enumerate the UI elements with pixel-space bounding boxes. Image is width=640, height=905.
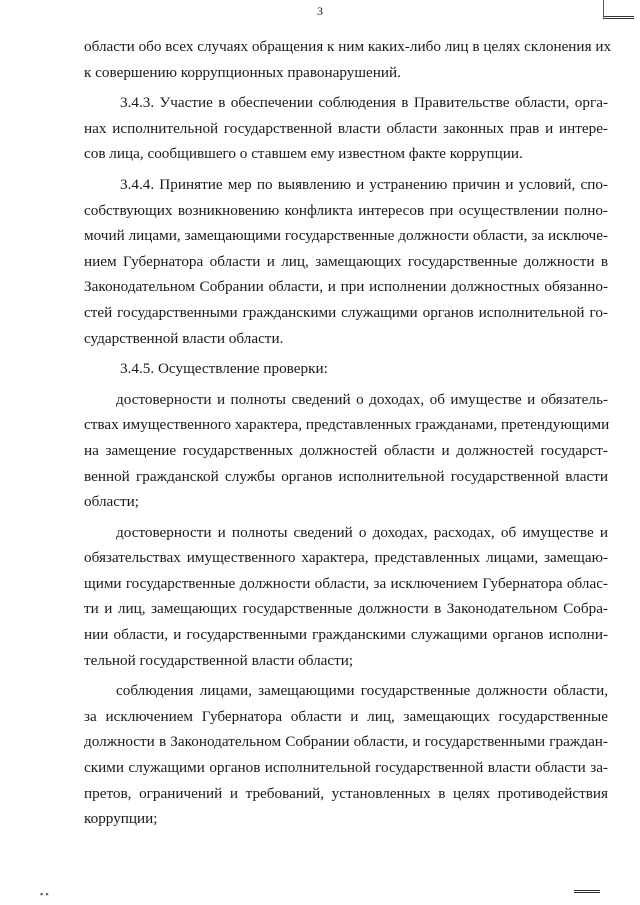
- paragraph-3-4-4: [84, 172, 608, 351]
- scan-artifact-mark: [574, 890, 600, 901]
- text-line: достоверности и полноты сведений о доходах, об имуществе и обязатель-: [116, 390, 608, 408]
- text-line: коррупции;: [84, 810, 158, 828]
- text-line: собствующих возникновению конфликта интересов при осуществлении полно-: [84, 201, 608, 219]
- text-line: обязательствах имущественного характера, представленных лицами, замещаю-: [84, 549, 608, 567]
- text-line: Законодательном Собрании области, и при исполнении должностных обязанно-: [84, 278, 608, 296]
- text-line: скими служащими органов исполнительной государственной власти области за-: [84, 759, 608, 777]
- text-line: 3.4.5. Осуществление проверки:: [120, 360, 328, 378]
- text-line: мочий лицами, замещающими государственные должности области, за исключе-: [84, 227, 608, 245]
- text-line: за исключением Губернатора области и лиц, замещающих государственные: [84, 707, 608, 725]
- text-line: нии области, и государственными гражданскими служащими органов исполни-: [84, 626, 608, 644]
- text-line: тельной государственной власти области;: [84, 651, 354, 669]
- paragraph-compliance: [84, 678, 608, 832]
- paragraph-income-candidates: [84, 387, 608, 515]
- text-line: области обо всех случаях обращения к ним каких-либо лиц в целях склонения их: [84, 38, 612, 55]
- corner-scan-mark: [603, 0, 634, 19]
- text-line: сударственной власти области.: [84, 329, 284, 347]
- text-line: стей государственными гражданскими служащими органов исполнительной го-: [84, 303, 608, 321]
- text-line: ствах имущественного характера, представленных гражданами, претендующими: [84, 416, 610, 434]
- paragraph: [84, 34, 612, 85]
- paragraph-3-4-3: [84, 90, 608, 167]
- text-line: венной гражданской службы органов исполнительной государственной власти: [84, 467, 608, 485]
- text-line: ти и лиц, замещающих государственные должности в Законодательном Собра-: [84, 600, 608, 618]
- text-line: к совершению коррупционных правонарушений.: [84, 63, 401, 81]
- text-line: щими государственные должности области, за исключением Губернатора облас-: [84, 574, 608, 592]
- text-line: нах исполнительной государственной власти области законных прав и интере-: [84, 119, 608, 137]
- text-line: на замещение государственных должностей области и должностей государст-: [84, 441, 608, 459]
- text-line: достоверности и полноты сведений о доходах, расходах, об имуществе и: [116, 523, 608, 541]
- text-line: должности в Законодательном Собрании области, и государственными граждан-: [84, 733, 608, 751]
- text-line: соблюдения лицами, замещающими государственные должности области,: [116, 682, 608, 700]
- text-line: претов, ограничений и требований, установленных в целях противодействия: [84, 784, 608, 802]
- text-line: 3.4.4. Принятие мер по выявлению и устранению причин и условий, спо-: [120, 175, 608, 193]
- text-line: нием Губернатора области и лиц, замещающих государственные должности в: [84, 252, 608, 270]
- paragraph-3-4-5: [84, 356, 608, 382]
- text-line: 3.4.3. Участие в обеспечении соблюдения в Правительстве области, орга-: [120, 94, 608, 112]
- page-number: 3: [317, 4, 323, 18]
- text-line: области;: [84, 493, 139, 511]
- document-body: [84, 34, 612, 832]
- text-line: сов лица, сообщившего о ставшем ему известном факте коррупции.: [84, 145, 523, 163]
- paragraph-income-officials: [84, 520, 608, 674]
- scan-artifact: ▪ ▪: [40, 889, 49, 899]
